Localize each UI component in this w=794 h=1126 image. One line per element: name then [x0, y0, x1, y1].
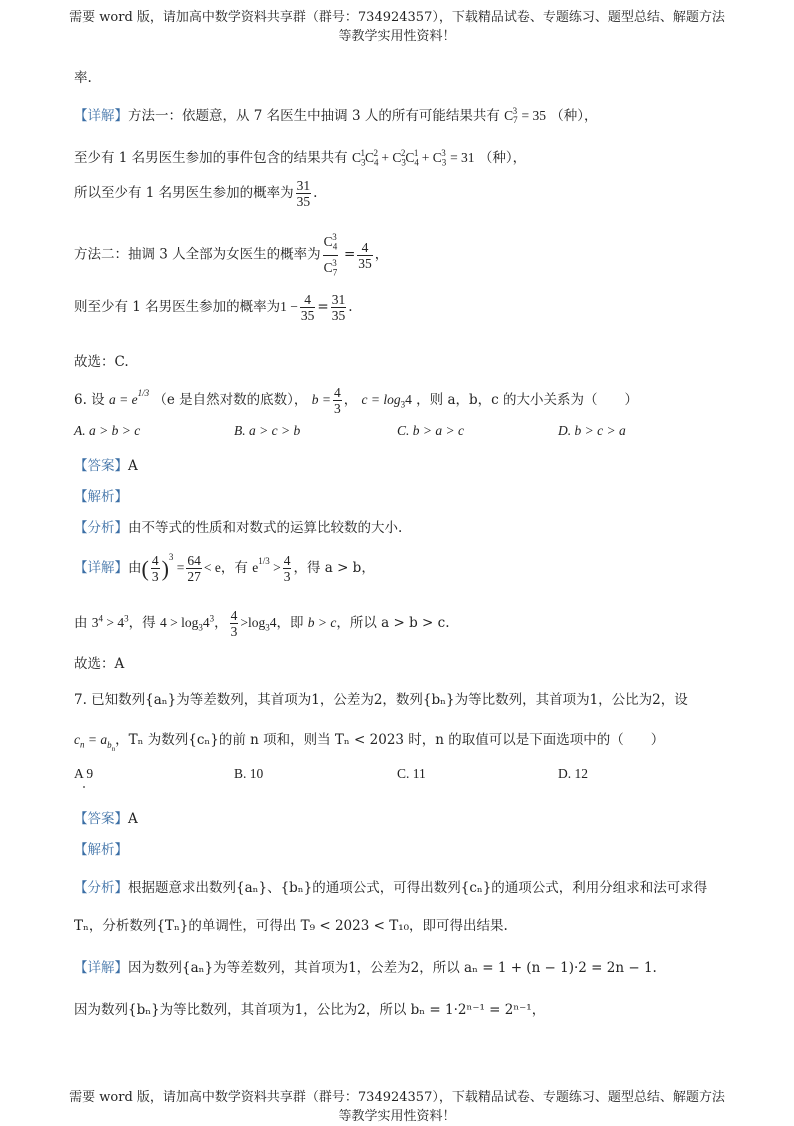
q6-stem-pre: 6. 设 — [74, 392, 105, 408]
q7-answer: A — [128, 811, 138, 827]
q6-d1-post: ，得 a > b， — [293, 560, 375, 576]
q6-fenxi-text: 由不等式的性质和对数式的运算比较数的大小. — [128, 520, 403, 536]
q7-detail-line-2: 因为数列{bₙ}为等比数列，其首项为1，公比为2，所以 bₙ = 1·2ⁿ⁻¹ = 2ⁿ⁻¹， — [74, 1002, 546, 1018]
q6-option-a: A. a > b > c — [74, 423, 141, 438]
detail-tag: 【详解】 — [74, 108, 128, 124]
q5-method2-line-2: 则至少有 1 名男医生参加的概率为1 − $\frac{4}{35}$ = $\frac{31}{35}$ . — [74, 292, 353, 323]
q7-stem-line-2 — [74, 728, 664, 752]
q7-option-d: D. 12 — [558, 766, 588, 781]
q5-d2-post: （种）， — [478, 150, 527, 166]
combination-c73: $C_7^3$ — [504, 106, 518, 125]
q7-option-a: A 9 — [74, 766, 94, 781]
header-line-1: 需要 word 版，请加高中数学资料共享群（群号：734924357），下载精品试卷、专题练习、题型总结、解题方法 — [69, 10, 725, 25]
fraction-4-3-d: $\frac{4}{3}$ — [230, 608, 238, 639]
q6-detail-line-1 — [74, 552, 375, 584]
e-one-third: $e^{1/3}$ > — [252, 556, 281, 575]
q5-detail-line-1 — [74, 104, 598, 125]
q5-m3-one: 1 − — [280, 299, 298, 314]
q5-d1-post: （种）， — [550, 108, 598, 124]
footer-line-2: 等教学实用性资料！ — [338, 1109, 456, 1124]
combination-sum: $C_3^1C_4^2 + C_3^2C_4^1 + C_3^3$ — [351, 148, 447, 168]
answer-tag: 【答案】 — [74, 458, 128, 474]
q6-option-d: D. b > c > a — [558, 423, 626, 438]
q5-tail: 率. — [74, 70, 92, 86]
q6-detail-line-2: 由 $3^4 > 4^3$，得 $4 > \log_34^3$， $\frac{4}{3}$ $>\log_34$，即 b > c，所以 a > b > c. — [74, 608, 450, 639]
q7-option-b: B. 10 — [234, 766, 264, 781]
q7-detail1-text: 因为数列{aₙ}为等差数列，其首项为1，公差为2，所以 aₙ = 1 + (n − 1)·2 = 2n − 1. — [128, 960, 657, 976]
q5-detail-line-2 — [74, 146, 526, 168]
q7-fenxi-line-2: Tₙ，分析数列{Tₙ}的单调性，可得出 T₉ < 2023 < T₁₀，即可得出结果. — [74, 918, 508, 934]
fraction-31-35-b: $\frac{31}{35}$ — [331, 292, 346, 323]
q6-d1-pre: 由 — [128, 560, 142, 576]
q6-b-label: b = — [311, 392, 331, 407]
q6-c-label: c = log — [361, 392, 401, 407]
q7-answer-line — [74, 807, 138, 827]
q6-option-c: C. b > a > c — [397, 423, 464, 438]
q6-stem: 6. 设 $a = e^{1/3}$ （e 是自然对数的底数）， b = $\frac{4}{3}$ ， $c = \log_34$ ，则 a，b，c 的大小关系为（ ） — [74, 385, 639, 416]
fraction-64-27: $\frac{64}{27}$ — [187, 553, 201, 584]
q7-option-c: C. 11 — [397, 766, 426, 781]
q5-choice: 故选：C. — [74, 354, 129, 370]
fraction-4-3-c: $\frac{4}{3}$ — [283, 553, 291, 584]
q7-fenxi-line-1 — [74, 876, 707, 896]
q6-answer-line — [74, 454, 138, 474]
q7-detail-line-1 — [74, 956, 657, 976]
q5-d3-text: 所以至少有 1 名男医生参加的概率为 — [74, 185, 294, 201]
q5-detail-line-3: 所以至少有 1 名男医生参加的概率为 $\frac{31}{35}$ . — [74, 178, 318, 209]
q7-fenxi1-text: 根据题意求出数列{aₙ}、{bₙ}的通项公式，可得出数列{cₙ}的通项公式，利用分组求和法可求得 — [128, 880, 708, 896]
fraction-c43-c73: $\frac{C_4^3}{C_7^3}$ — [323, 232, 338, 278]
q6-a-def: $a = e^{1/3}$ — [108, 388, 150, 407]
q5-d1-value: = 35 — [521, 108, 546, 123]
q5-d2-value: = 31 — [450, 150, 475, 165]
q6-analysis-tag: 【解析】 — [74, 489, 128, 505]
q6-answer: A — [128, 458, 138, 474]
fenxi-tag-q7: 【分析】 — [74, 880, 128, 896]
q6-stem-mid: （e 是自然对数的底数）， — [153, 392, 308, 408]
fraction-4-35-b: $\frac{4}{35}$ — [300, 292, 315, 323]
q7-stem-line-1: 7. 已知数列{aₙ}为等差数列，其首项为1，公差为2，数列{bₙ}为等比数列，其首项为1，公比为2，设 — [74, 692, 688, 708]
page-footer-banner — [0, 1088, 794, 1126]
q6-option-b: B. a > c > b — [234, 423, 301, 438]
q7-analysis-tag: 【解析】 — [74, 842, 128, 858]
q5-m2-text: 方法二：抽调 3 人全部为女医生的概率为 — [74, 246, 321, 263]
fraction-4-3: $\frac{4}{3}$ — [333, 385, 341, 416]
q6-d2-post: ，所以 a > b > c. — [336, 615, 450, 631]
q6-stem-post: ，则 a，b，c 的大小关系为（ ） — [416, 392, 639, 408]
q7-stem2-text: ，Tₙ 为数列{cₙ}的前 n 项和，则当 Tₙ < 2023 时，n 的取值可以是下面选项中的（ ） — [115, 732, 665, 748]
q5-d2-text: 至少有 1 名男医生参加的事件包含的结果共有 — [74, 150, 348, 166]
q5-d1-text: 方法一：依题意，从 7 名医生中抽调 3 人的所有可能结果共有 — [128, 108, 500, 124]
q5-m3-text: 则至少有 1 名男医生参加的概率为 — [74, 299, 281, 315]
paren-4-3-cubed: ( $\frac{4}{3}$ )$^3$ = — [141, 552, 185, 585]
detail-tag-q6: 【详解】 — [74, 560, 128, 576]
q5-method2-line-1: 方法二：抽调 3 人全部为女医生的概率为 $\frac{C_4^3}{C_7^3}$ = $\frac{4}{35}$ ， — [74, 230, 388, 280]
footer-line-1: 需要 word 版，请加高中数学资料共享群（群号：734924357），下载精品试卷、专题练习、题型总结、解题方法 — [69, 1090, 725, 1105]
answer-tag-q7: 【答案】 — [74, 811, 128, 827]
detail-tag-q7: 【详解】 — [74, 960, 128, 976]
fraction-4-35: $\frac{4}{35}$ — [358, 239, 372, 271]
fenxi-tag: 【分析】 — [74, 520, 128, 536]
q6-fenxi-line — [74, 516, 402, 536]
q6-choice: 故选：A — [74, 656, 125, 672]
header-line-2: 等教学实用性资料！ — [338, 29, 456, 44]
fraction-31-35: $\frac{31}{35}$ — [296, 178, 311, 209]
stray-dot — [83, 786, 85, 788]
q6-d1-mid: < e，有 — [203, 560, 248, 575]
page-header-banner — [0, 8, 794, 46]
q7-cn-def: $c_n = a_{b_n}$ — [74, 732, 116, 753]
